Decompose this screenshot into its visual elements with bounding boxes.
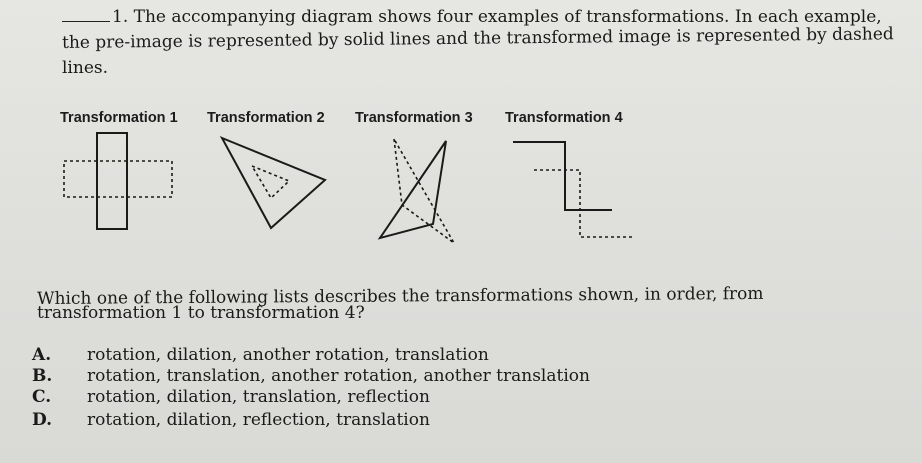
- option-b-text: rotation, translation, another rotation, another translation: [87, 366, 590, 386]
- option-a-text: rotation, dilation, another rotation, translation: [87, 345, 489, 365]
- prompt-line-1: Which one of the following lists describes the transformations shown, in order, from: [37, 283, 764, 309]
- t1-image-rectangle: [64, 161, 172, 197]
- option-a-letter: A.: [32, 345, 52, 365]
- question-line-3: lines.: [62, 58, 109, 78]
- transformation-4-figure: [513, 142, 633, 237]
- t2-preimage-triangle: [222, 138, 325, 228]
- option-a[interactable]: [32, 345, 489, 365]
- t3-preimage-triangle: [380, 141, 446, 238]
- option-c-text: rotation, dilation, translation, reflection: [87, 387, 430, 407]
- option-d-letter: D.: [32, 410, 53, 430]
- answer-blank: [62, 7, 110, 22]
- transformation-2-figure: [222, 138, 325, 228]
- option-c[interactable]: [32, 387, 430, 407]
- t4-image-step: [534, 170, 633, 237]
- t4-preimage-step: [513, 142, 612, 210]
- transformation-1-figure: [64, 133, 172, 229]
- t2-image-triangle: [252, 166, 289, 198]
- t1-preimage-rectangle: [97, 133, 127, 229]
- transformations-diagram: [40, 125, 680, 250]
- question-text-1: 1. The accompanying diagram shows four examples of transformations. In each example,: [112, 7, 882, 27]
- transformation-4-label: Transformation 4: [505, 110, 623, 126]
- transformation-3-figure: [380, 139, 454, 243]
- option-b-letter: B.: [32, 366, 53, 386]
- question-line-2: the pre-image is represented by solid lines and the transformed image is represented by dashed: [62, 24, 894, 53]
- transformation-1-label: Transformation 1: [60, 110, 178, 126]
- transformation-2-label: Transformation 2: [207, 110, 325, 126]
- option-d-text: rotation, dilation, reflection, translation: [87, 410, 430, 430]
- question-line-1: [62, 7, 882, 27]
- transformation-3-label: Transformation 3: [355, 110, 473, 126]
- option-b[interactable]: [32, 366, 590, 386]
- option-c-letter: C.: [32, 387, 52, 407]
- prompt-line-2: transformation 1 to transformation 4?: [37, 303, 365, 323]
- option-d[interactable]: [32, 410, 430, 430]
